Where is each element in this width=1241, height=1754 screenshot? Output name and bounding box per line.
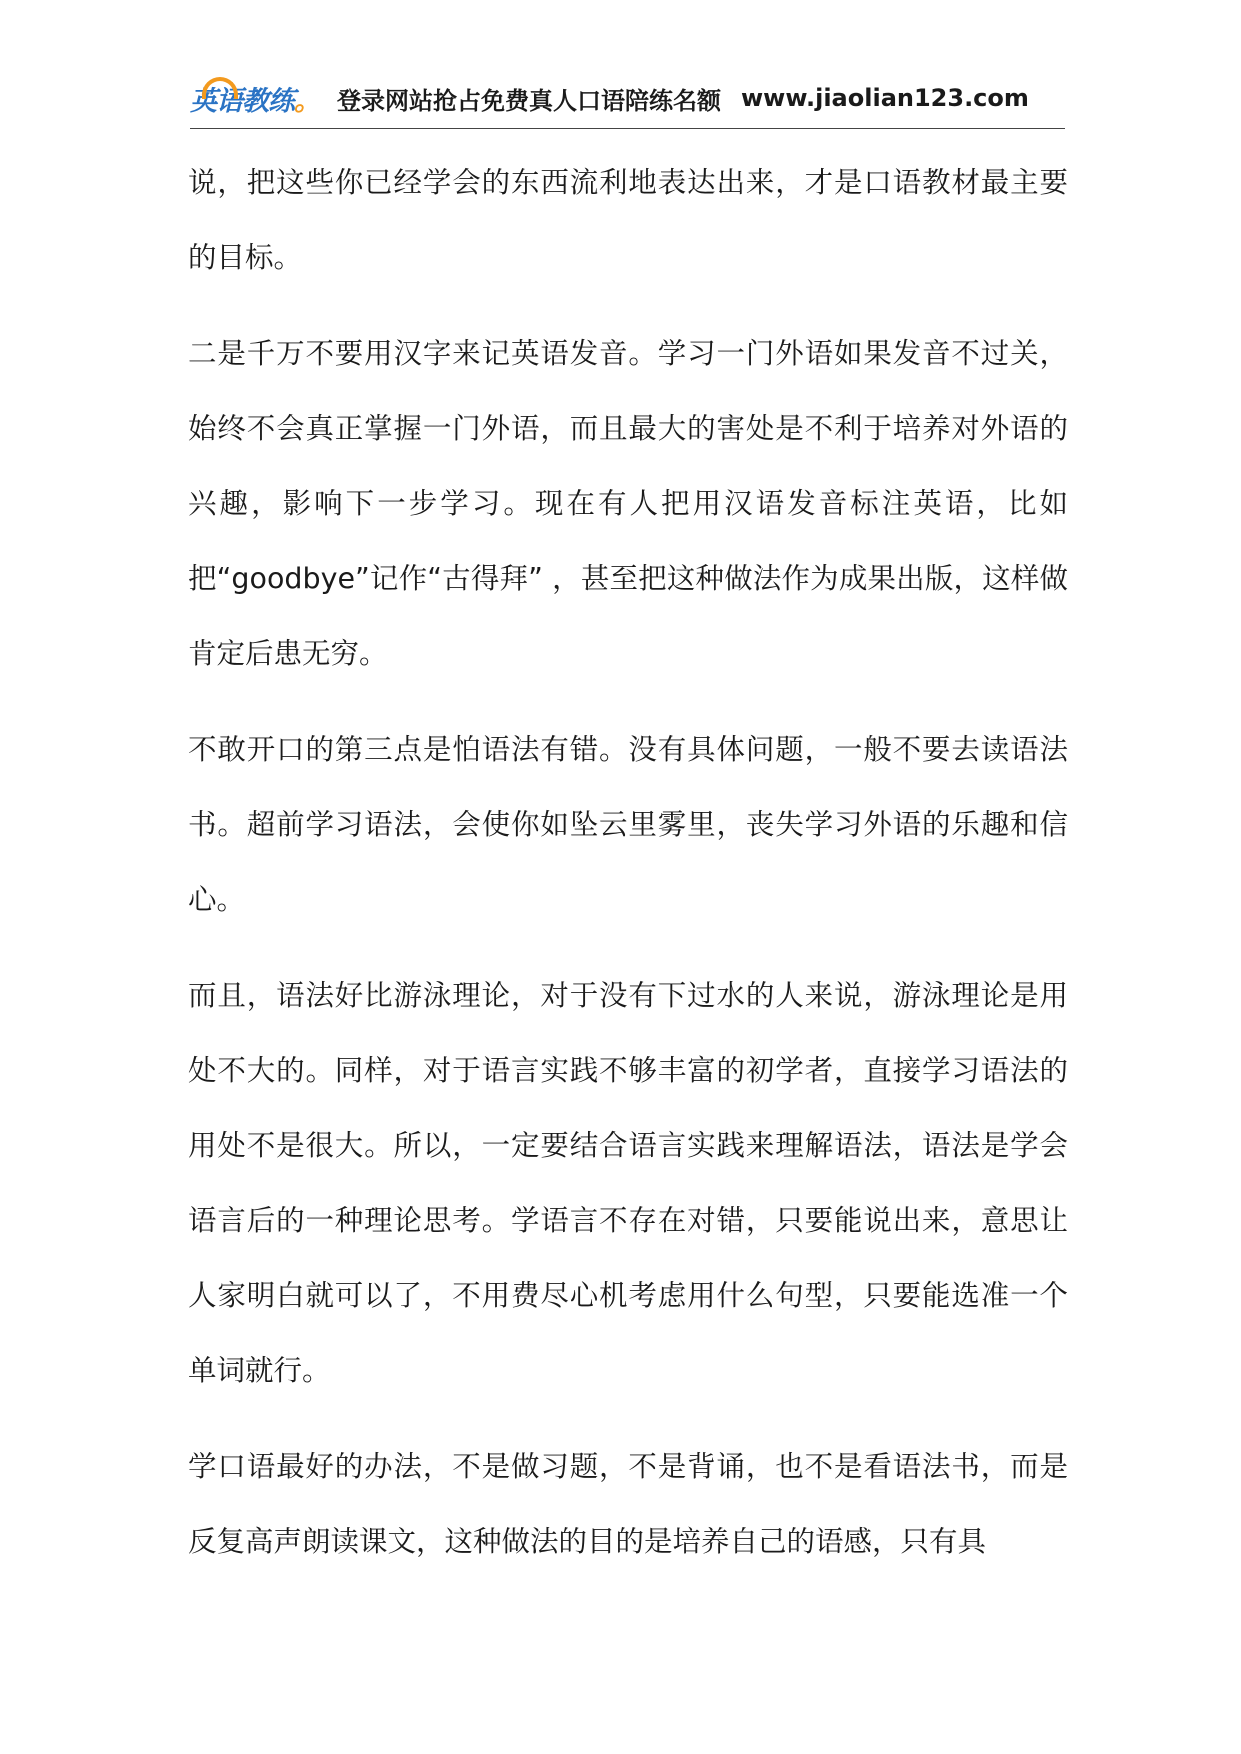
logo-mark: 。 — [294, 86, 320, 117]
paragraph: 而且，语法好比游泳理论，对于没有下过水的人来说，游泳理论是用处不大的。同样，对于语言实践不够丰富的初学者，直接学习语法的用处不是很大。所以，一定要结合语言实践来理解语法，语法是学会语言后的一种理论思考。学语言不存在对错，只要能说出来，意思让人家明白就可以了，不用费尽心机考虑用什么句型，只要能选准一个单词就行。 — [188, 979, 1068, 1387]
paragraph: 二是千万不要用汉字来记英语发音。学习一门外语如果发音不过关，始终不会真正掌握一门外语，而且最大的害处是不利于培养对外语的兴趣，影响下一步学习。现在有人把用汉语发音标注英语，比如把“goodbye”记作“古得拜” ，甚至把这种做法作为成果出版，这样做肯定后患无穷。 — [188, 337, 1068, 670]
header-slogan: 登录网站抢占免费真人口语陪练名额 — [337, 86, 721, 115]
paragraph: 不敢开口的第三点是怕语法有错。没有具体问题，一般不要去读语法书。超前学习语法，会使你如坠云里雾里，丧失学习外语的乐趣和信心。 — [188, 733, 1068, 916]
page-header — [190, 68, 1065, 129]
logo-arc-icon — [202, 77, 238, 99]
document-body — [188, 145, 1068, 1600]
header-url-link[interactable]: www.jiaolian123.com — [741, 84, 1029, 112]
logo-text: 英语教练 — [190, 86, 294, 117]
paragraph: 学口语最好的办法，不是做习题，不是背诵，也不是看语法书，而是反复高声朗读课文，这种做法的目的是培养自己的语感，只有具 — [188, 1450, 1068, 1558]
paragraph: 说，把这些你已经学会的东西流利地表达出来，才是口语教材最主要的目标。 — [188, 166, 1068, 274]
site-logo[interactable] — [190, 73, 325, 123]
